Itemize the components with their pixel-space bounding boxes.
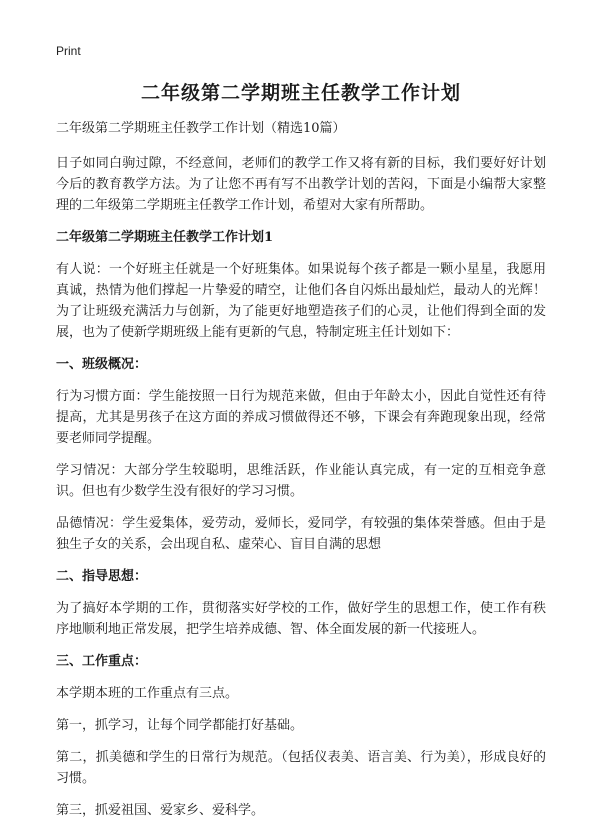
focus-item-3: 第三，抓爱祖国、爱家乡、爱科学。 bbox=[56, 803, 265, 818]
guiding-paragraph: 为了搞好本学期的工作，贯彻落实好学校的工作，做好学生的思想工作，使工作有秩序地顺利地正常发展，把学生培养成德、智、体全面发展的新一代接班人。 bbox=[56, 601, 546, 637]
heading-work-focus: 三、工作重点： bbox=[56, 654, 148, 669]
study-paragraph: 学习情况：大部分学生较聪明，思维活跃，作业能认真完成，有一定的互相竞争意识。但也有少数学生没有很好的学习习惯。 bbox=[56, 463, 546, 499]
page-title: 二年级第二学期班主任教学工作计划 bbox=[140, 82, 461, 104]
section-title: 二年级第二学期班主任教学工作计划1 bbox=[56, 230, 274, 245]
focus-item-1: 第一，抓学习，让每个同学都能打好基础。 bbox=[56, 718, 304, 733]
habits-paragraph: 行为习惯方面：学生能按照一日行为规范来做，但由于年龄太小，因此自觉性还有待提高，尤其是男孩子在这方面的养成习惯做得还不够，下课会有奔跑现象出现，经常要老师同学提醒。 bbox=[56, 389, 546, 446]
heading-guiding-thought: 二、指导思想： bbox=[56, 569, 148, 584]
character-paragraph: 品德情况：学生爱集体，爱劳动，爱师长，爱同学，有较强的集体荣誉感。但由于是独生子女的关系，会出现自私、虚荣心、盲目自满的思想 bbox=[56, 516, 546, 552]
focus-item-2: 第二，抓美德和学生的日常行为规范。（包括仪表美、语言美、行为美），形成良好的习惯。 bbox=[56, 750, 546, 786]
intro-paragraph: 日子如同白驹过隙，不经意间，老师们的教学工作又将有新的目标，我们要好好计划今后的教育教学方法。为了让您不再有写不出教学计划的苦闷，下面是小编帮大家整理的二年级第二学期班主任教学工作计划，希望对大家有所帮助。 bbox=[56, 156, 546, 213]
focus-intro-paragraph: 本学期本班的工作重点有三点。 bbox=[56, 686, 239, 701]
print-link[interactable]: Print bbox=[56, 44, 81, 58]
heading-class-overview: 一、班级概况： bbox=[56, 357, 148, 372]
document-subtitle: 二年级第二学期班主任教学工作计划（精选10篇） bbox=[56, 121, 346, 136]
section-intro-paragraph: 有人说：一个好班主任就是一个好班集体。如果说每个孩子都是一颗小星星，我愿用真诚，热情为他们撑起一片挚爱的晴空，让他们各自闪烁出最灿烂，最动人的光辉！为了让班级充满活力与创新，为了能更好地塑造孩子们的心灵，让他们得到全面的发展，也为了使新学期班级上能有更新的气息，特制定班主任计划如下： bbox=[56, 262, 546, 340]
document-body bbox=[56, 118, 546, 832]
